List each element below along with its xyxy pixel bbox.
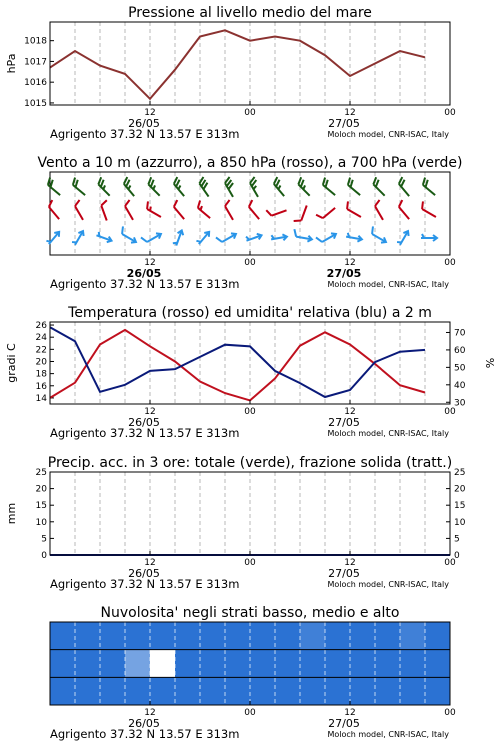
y-tick-label-right: 70: [454, 328, 466, 339]
credit-label: Moloch model, CNR-ISAC, Italy: [327, 280, 449, 289]
location-label: Agrigento 37.32 N 13.57 E 313m: [50, 426, 240, 440]
wind-barb-10m: [141, 228, 162, 246]
y-tick-label: 5: [41, 534, 47, 545]
y-tick-label: 0: [41, 551, 47, 561]
wind-barb-850hpa: [74, 200, 90, 220]
barb-staff: [422, 209, 436, 217]
x-tick-label: 00: [444, 407, 456, 417]
wind-barb-850hpa: [266, 204, 286, 217]
barb-feather: [141, 236, 147, 244]
x-date-label: 26/05: [128, 416, 160, 429]
x-date-label: 26/05: [128, 567, 160, 580]
y-tick-label: 15: [35, 501, 47, 512]
credit-label: Moloch model, CNR-ISAC, Italy: [327, 130, 449, 139]
cloud-cell: [125, 650, 150, 678]
barb-staff: [101, 205, 106, 220]
wind-barb-700hpa: [346, 178, 365, 196]
wind-barb-850hpa: [196, 201, 215, 219]
barb-staff: [147, 209, 161, 217]
x-date-label: 27/05: [328, 567, 360, 580]
wind-barb-700hpa: [421, 178, 440, 196]
wind-barb-10m: [95, 232, 112, 244]
x-tick-label: 12: [344, 258, 356, 268]
barb-feather: [100, 200, 108, 205]
y-tick-label-right: 0: [454, 551, 460, 561]
y-tick-label-right: 25: [454, 468, 466, 478]
wind-barb-10m: [270, 233, 287, 243]
x-tick-label: 00: [444, 108, 456, 118]
barb-feather: [47, 200, 54, 207]
panel-pressure: [5, 5, 456, 141]
cloud-cell: [400, 622, 425, 650]
cloud-cell: [150, 650, 175, 678]
x-tick-label: 12: [344, 558, 356, 568]
wind-barb-10m: [346, 233, 363, 243]
x-tick-label: 00: [244, 258, 256, 268]
y-tick-label: 1015: [24, 98, 47, 109]
barb-staff: [250, 183, 258, 197]
x-tick-label: 12: [344, 108, 356, 118]
wind-barb-700hpa: [296, 177, 314, 195]
y-axis-label: hPa: [5, 53, 18, 74]
y-tick-label: 20: [35, 357, 47, 368]
x-date-label: 26/05: [126, 267, 162, 280]
panel-temperature: [5, 305, 496, 440]
x-tick-label: 00: [444, 258, 456, 268]
x-tick-label: 00: [244, 558, 256, 568]
credit-label: Moloch model, CNR-ISAC, Italy: [327, 429, 449, 438]
y-tick-label: 1016: [24, 78, 47, 89]
wind-barb-10m: [293, 229, 313, 242]
y-tick-label-right: 50: [454, 363, 466, 374]
wind-barb-700hpa: [249, 177, 265, 197]
panel-title: Precip. acc. in 3 ore: totale (verde), frazione solida (tratt.): [47, 455, 453, 471]
y-tick-label: 25: [35, 468, 47, 478]
wind-barb-10m: [196, 229, 212, 246]
x-tick-label: 12: [344, 407, 356, 417]
barb-feather: [266, 209, 271, 217]
x-tick-label: 00: [244, 407, 256, 417]
panel-title: Temperatura (rosso) ed umidita' relativa (blu) a 2 m: [68, 305, 432, 321]
x-tick-label: 12: [144, 407, 156, 417]
panel-title: Nuvolosita' negli strati basso, medio e alto: [100, 605, 400, 621]
panel-precipitation: [5, 455, 466, 591]
barb-feather: [172, 200, 179, 207]
y-tick-label-right: 30: [454, 398, 466, 409]
y-tick-label: 10: [35, 517, 47, 528]
wind-barb-700hpa: [224, 177, 240, 197]
y-axis-label-right: %: [483, 357, 496, 369]
wind-barb-700hpa: [71, 178, 90, 196]
y-tick-label: 1017: [24, 57, 47, 68]
wind-barb-10m: [397, 229, 411, 246]
x-tick-label: 12: [144, 258, 156, 268]
wind-barb-10m: [216, 228, 237, 246]
y-tick-label: 16: [35, 381, 47, 392]
wind-barb-10m: [173, 229, 185, 246]
y-tick-label: 1018: [24, 36, 47, 47]
wind-barb-700hpa: [146, 177, 164, 195]
y-tick-label-right: 40: [454, 380, 466, 391]
barb-feather: [316, 236, 322, 244]
panel-title: Pressione al livello medio del mare: [128, 5, 372, 21]
x-date-label: 26/05: [128, 117, 160, 130]
y-tick-label: 26: [35, 321, 47, 332]
barb-feather: [102, 185, 106, 189]
x-tick-label: 12: [344, 708, 356, 718]
x-tick-label: 00: [244, 108, 256, 118]
location-label: Agrigento 37.32 N 13.57 E 313m: [50, 727, 240, 741]
x-tick-label: 00: [244, 708, 256, 718]
barb-feather: [293, 229, 297, 236]
wind-barb-850hpa: [144, 201, 164, 217]
panel-clouds: [50, 605, 456, 741]
y-tick-label: 18: [35, 369, 47, 380]
barb-staff: [225, 206, 233, 220]
wind-barb-700hpa: [96, 177, 114, 195]
barb-staff: [125, 206, 133, 220]
wind-barb-10m: [46, 229, 62, 246]
barb-staff: [271, 210, 286, 215]
x-tick-label: 12: [144, 708, 156, 718]
pressure-line: [50, 30, 425, 99]
x-tick-label: 00: [444, 558, 456, 568]
y-tick-label-right: 60: [454, 345, 466, 356]
x-date-label: 27/05: [328, 117, 360, 130]
wind-barb-850hpa: [294, 203, 307, 223]
x-date-label: 26/05: [128, 717, 160, 730]
y-tick-label-right: 20: [454, 484, 466, 495]
wind-barb-850hpa: [374, 200, 390, 220]
y-tick-label: 14: [35, 393, 47, 404]
location-label: Agrigento 37.32 N 13.57 E 313m: [50, 577, 240, 591]
panel-wind: [37, 155, 462, 291]
location-label: Agrigento 37.32 N 13.57 E 313m: [50, 127, 240, 141]
y-axis-label: mm: [5, 502, 18, 525]
wind-barb-700hpa: [321, 178, 340, 196]
credit-label: Moloch model, CNR-ISAC, Italy: [327, 580, 449, 589]
credit-label: Moloch model, CNR-ISAC, Italy: [327, 730, 449, 739]
wind-barb-850hpa: [124, 200, 140, 220]
wind-barb-10m: [316, 228, 337, 246]
barb-feather: [152, 185, 156, 189]
wind-barb-10m: [118, 226, 139, 244]
barb-staff: [375, 206, 383, 220]
barb-feather: [302, 185, 306, 189]
barb-feather: [149, 207, 152, 211]
barb-staff: [199, 183, 208, 196]
panel-title: Vento a 10 m (azzurro), a 850 hPa (rosso), a 700 hPa (verde): [37, 155, 463, 171]
wind-barb-700hpa: [46, 178, 65, 196]
humidity-line: [50, 327, 425, 397]
wind-barb-10m: [72, 229, 86, 246]
x-date-label: 27/05: [328, 717, 360, 730]
x-tick-label: 12: [144, 108, 156, 118]
location-label: Agrigento 37.32 N 13.57 E 313m: [50, 277, 240, 291]
wind-barb-10m: [368, 226, 389, 244]
barb-feather: [216, 236, 222, 244]
barb-feather: [316, 213, 323, 220]
wind-barb-850hpa: [316, 202, 335, 220]
wind-barb-850hpa: [419, 201, 439, 217]
x-tick-label: 00: [444, 708, 456, 718]
y-tick-label: 24: [35, 333, 47, 344]
y-axis-label: gradi C: [5, 343, 18, 383]
wind-barb-850hpa: [344, 201, 364, 217]
x-date-label: 27/05: [328, 416, 360, 429]
barb-feather: [247, 200, 254, 207]
cloud-cell: [300, 622, 325, 650]
y-tick-label: 20: [35, 484, 47, 495]
y-tick-label-right: 15: [454, 501, 466, 512]
plot-frame: [50, 322, 450, 404]
y-tick-label-right: 10: [454, 517, 466, 528]
barb-feather: [397, 200, 404, 207]
wind-barb-850hpa: [224, 200, 240, 220]
wind-barb-700hpa: [371, 177, 389, 195]
barb-staff: [301, 205, 306, 220]
barb-staff: [347, 209, 361, 217]
y-tick-label: 22: [35, 345, 47, 356]
x-tick-label: 12: [144, 558, 156, 568]
x-date-label: 27/05: [326, 267, 362, 280]
wind-barb-850hpa: [100, 200, 113, 220]
wind-barb-10m: [245, 232, 262, 244]
barb-staff: [75, 206, 83, 220]
y-tick-label-right: 5: [454, 534, 460, 545]
wind-barb-10m: [421, 234, 437, 241]
